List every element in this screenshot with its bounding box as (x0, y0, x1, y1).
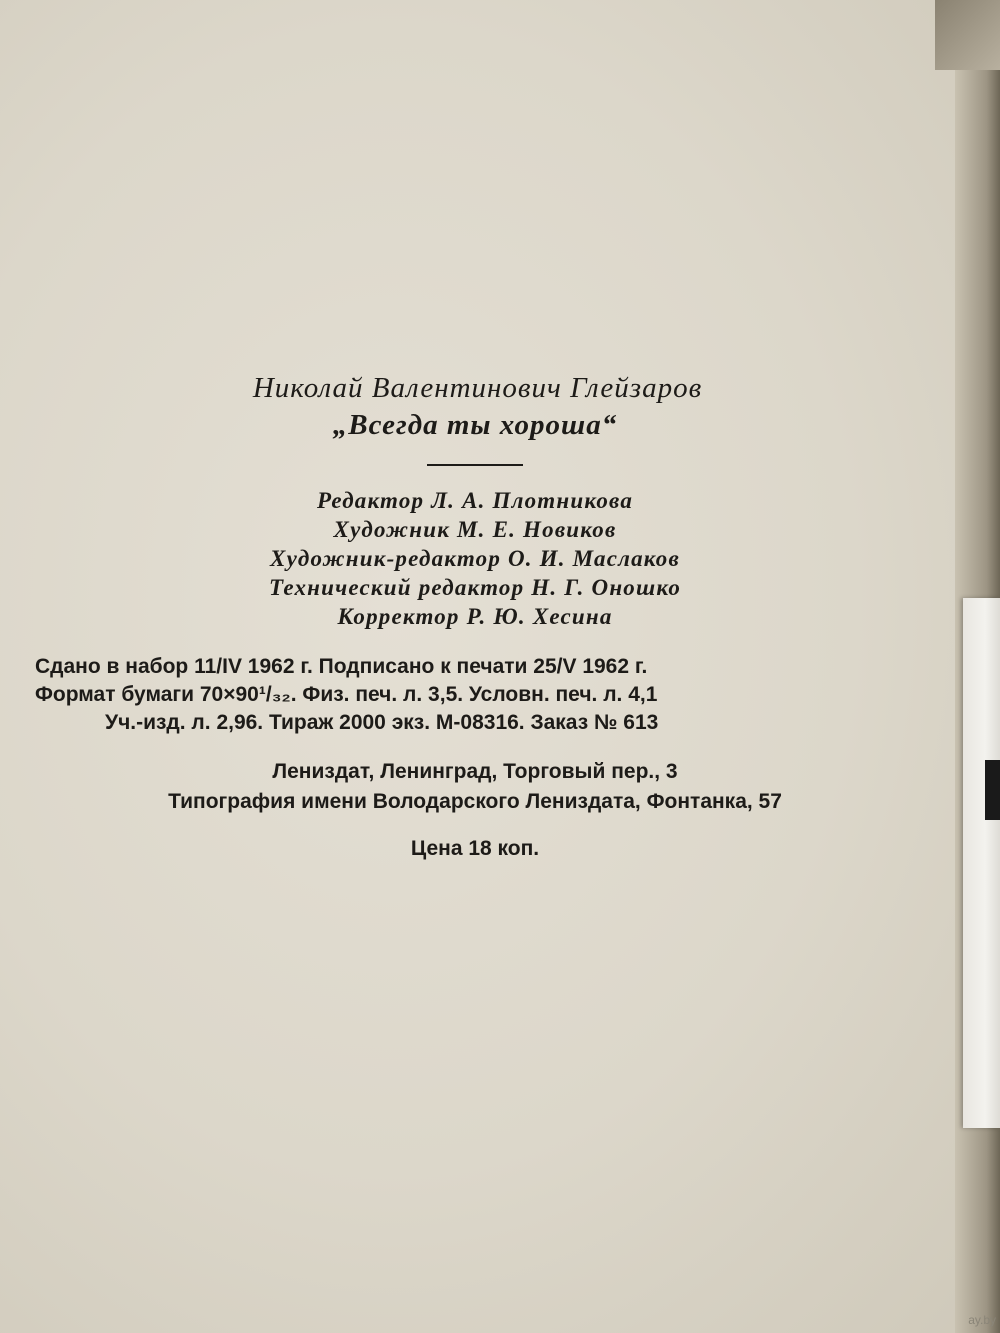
publisher-address-block (0, 757, 950, 817)
credit-artist: Художник М. Е. Новиков (333, 517, 617, 542)
print-dates-line: Сдано в набор 11/IV 1962 г. Подписано к печати 25/V 1962 г. (35, 655, 648, 678)
credit-technical-editor: Технический редактор Н. Г. Оношко (268, 575, 682, 600)
print-details (0, 653, 950, 737)
paper-slip-insert (963, 598, 1000, 1128)
page-corner-shadow (935, 0, 1000, 70)
printer-line: Типография имени Володарского Лениздата, Фонтанка, 57 (168, 790, 782, 813)
slip-dark-mark (985, 760, 1000, 820)
publisher-line: Лениздат, Ленинград, Торговый пер., 3 (272, 760, 678, 783)
book-title: „Всегда ты хороша“ (332, 409, 618, 441)
author-name: Николай Валентинович Глейзаров (252, 372, 703, 404)
run-order-line: Уч.-изд. л. 2,96. Тираж 2000 экз. М-08316. Заказ № 613 (105, 711, 659, 734)
credits-list (0, 486, 950, 631)
credit-proofreader: Корректор Р. Ю. Хесина (337, 604, 613, 629)
credit-art-editor: Художник-редактор О. И. Маслаков (270, 546, 680, 571)
site-watermark: ay.by (968, 1313, 996, 1327)
paper-format-line: Формат бумаги 70×90¹/₃₂. Физ. печ. л. 3,5. Условн. печ. л. 4,1 (35, 683, 658, 706)
separator-rule (427, 464, 523, 466)
credit-editor: Редактор Л. А. Плотникова (316, 488, 634, 513)
price-line: Цена 18 коп. (410, 837, 540, 860)
colophon-imprint (0, 370, 950, 863)
